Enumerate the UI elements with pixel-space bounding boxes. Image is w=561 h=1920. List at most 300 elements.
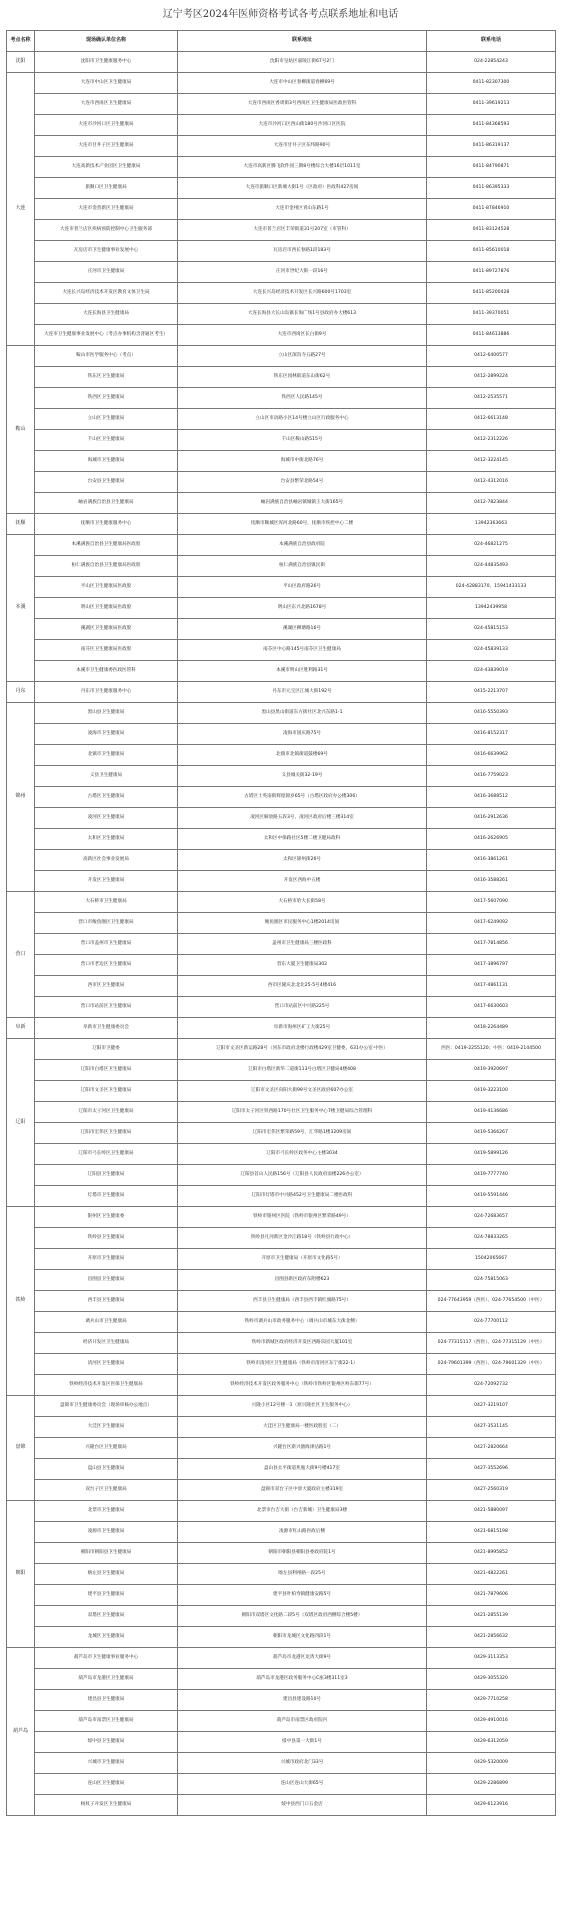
table-row bbox=[7, 1165, 556, 1186]
phone: 024-42883170、15941433133 bbox=[427, 577, 556, 598]
table-row bbox=[7, 913, 556, 934]
table-row bbox=[7, 787, 556, 808]
phone: 0416-6639962 bbox=[427, 745, 556, 766]
address: 大连市西岗区香周街3号西岗区卫生健康局医政医管科 bbox=[178, 94, 427, 115]
table-row bbox=[7, 661, 556, 682]
table-row bbox=[7, 703, 556, 724]
unit-name: 大连市中山区卫生健康局 bbox=[35, 73, 178, 94]
phone: 024-72683657 bbox=[427, 1207, 556, 1228]
unit-name: 大连高新技术产业园区卫生健康局 bbox=[35, 157, 178, 178]
phone: 0411-83124528 bbox=[427, 220, 556, 241]
unit-name: 辽阳市卫健委 bbox=[35, 1039, 178, 1060]
address: 溪湖区柳塘路16号 bbox=[178, 619, 427, 640]
address: 营东大厦卫生健康局302 bbox=[178, 955, 427, 976]
phone: 024-44835493 bbox=[427, 556, 556, 577]
table-body bbox=[7, 52, 556, 1816]
phone: 024-77643959（西医）、024-77654500（中医） bbox=[427, 1291, 556, 1312]
unit-name: 高新区社会事业发展局 bbox=[35, 850, 178, 871]
address: 本溪市明山区胜利路31号 bbox=[178, 661, 427, 682]
table-row bbox=[7, 1585, 556, 1606]
unit-name: 杨杖子开发区卫生健康局 bbox=[35, 1795, 178, 1816]
table-row bbox=[7, 472, 556, 493]
unit-name: 辽阳市白塔区卫生健康局 bbox=[35, 1060, 178, 1081]
phone: 0418-2264489 bbox=[427, 1018, 556, 1039]
unit-name: 辽阳市弓长岭区卫生健康局 bbox=[35, 1144, 178, 1165]
unit-name: 昌图县卫生健康局 bbox=[35, 1270, 178, 1291]
table-row bbox=[7, 430, 556, 451]
unit-name: 海城市卫生健康局 bbox=[35, 451, 178, 472]
address: 黑山县黑山街道东方街社区北兴东路1-1 bbox=[178, 703, 427, 724]
address: 大洼区卫生健康局一楼医政股室（二） bbox=[178, 1417, 427, 1438]
table-row bbox=[7, 283, 556, 304]
address: 辽阳市文圣区新运路28号（河东市政府北楼行政楼429室卫健委，631办公室·中医） bbox=[178, 1039, 427, 1060]
unit-name: 庄河市卫生健康局 bbox=[35, 262, 178, 283]
address: 北票市台吉大街（台吉新城）卫生健康局3楼 bbox=[178, 1501, 427, 1522]
address: 鲅鱼圈区市民服务中心1楼2014房间 bbox=[178, 913, 427, 934]
table-row bbox=[7, 1648, 556, 1669]
table-row bbox=[7, 1039, 556, 1060]
address: 建昌县建设路10号 bbox=[178, 1690, 427, 1711]
table-row bbox=[7, 52, 556, 73]
table-row bbox=[7, 829, 556, 850]
address: 大连长海县大长山岛镇长海广场1号县政府办大楼613 bbox=[178, 304, 427, 325]
address: 盘山县太平街道兆瓶大街9号楼417室 bbox=[178, 1459, 427, 1480]
address: 大连市甘井子区东纬路90号 bbox=[178, 136, 427, 157]
table-row bbox=[7, 304, 556, 325]
table-row bbox=[7, 1396, 556, 1417]
unit-name: 调兵山市卫生健康局 bbox=[35, 1312, 178, 1333]
address: 桓仁满族自治县镇民街 bbox=[178, 556, 427, 577]
address: 大连市高新区腾飞软件园三期8号楼综合大楼16层1011室 bbox=[178, 157, 427, 178]
address: 朝阳市朝阳县朝阳县委政府院1号 bbox=[178, 1543, 427, 1564]
unit-name: 旅顺口区卫生健康局 bbox=[35, 178, 178, 199]
phone: 0421-7879606 bbox=[427, 1585, 556, 1606]
address: 阜新市海州区矿工大街25号 bbox=[178, 1018, 427, 1039]
unit-name: 平山区卫生健康局医政股 bbox=[35, 577, 178, 598]
table-row bbox=[7, 997, 556, 1018]
table-row bbox=[7, 535, 556, 556]
table-row bbox=[7, 325, 556, 346]
address: 辽阳市宏伟区繁荣路59号，汇华路1楼3209房间 bbox=[178, 1123, 427, 1144]
address: 庄河市世纪大街一段16号 bbox=[178, 262, 427, 283]
table-row bbox=[7, 136, 556, 157]
unit-name: 建昌县卫生健康局 bbox=[35, 1690, 178, 1711]
phone: 0427-2820664 bbox=[427, 1438, 556, 1459]
address: 辽阳市弓长岭区政务中心主楼3034 bbox=[178, 1144, 427, 1165]
table-row bbox=[7, 1501, 556, 1522]
address: 铁岭市调兵山市政务服务中心（调兵山市城东大街北侧） bbox=[178, 1312, 427, 1333]
table-row bbox=[7, 241, 556, 262]
address: 铁岭经济技术开发区政务服务中心（铁岭市铁岭区银州区岭东街77号） bbox=[178, 1375, 427, 1396]
unit-name: 大连市普兰店区疾病预防控制中心卫生服务部 bbox=[35, 220, 178, 241]
table-row bbox=[7, 1312, 556, 1333]
unit-name: 经济开发区卫生健康局 bbox=[35, 1333, 178, 1354]
address: 开原市卫生健康局（开原市文化路5号） bbox=[178, 1249, 427, 1270]
table-row bbox=[7, 178, 556, 199]
phone: 0412-4312016 bbox=[427, 472, 556, 493]
address: 大连长兴岛经济技术开发区长兴路600号1703室 bbox=[178, 283, 427, 304]
unit-name: 沈阳市卫生健康服务中心 bbox=[35, 52, 178, 73]
table-row bbox=[7, 1753, 556, 1774]
unit-name: 瓦房店市卫生健康事业发展中心 bbox=[35, 241, 178, 262]
unit-name: 葫芦岛市龙港区卫生健康局 bbox=[35, 1669, 178, 1690]
address: 凌海市国庆路75号 bbox=[178, 724, 427, 745]
site-name: 鞍山 bbox=[7, 346, 35, 514]
phone: 0417-4861131 bbox=[427, 976, 556, 997]
unit-name: 朝阳市朝阳县卫生健康局 bbox=[35, 1543, 178, 1564]
unit-name: 辽阳县卫生健康局 bbox=[35, 1165, 178, 1186]
address: 盘锦市双台子区中原大厦政府主楼319室 bbox=[178, 1480, 427, 1501]
address: 连山区连山大街65号 bbox=[178, 1774, 427, 1795]
table-row bbox=[7, 1417, 556, 1438]
table-row bbox=[7, 1081, 556, 1102]
address: 辽阳市灯塔市中兴路452号卫生健康局二楼医政科 bbox=[178, 1186, 427, 1207]
unit-name: 凌海市卫生健康局 bbox=[35, 724, 178, 745]
phone: 0416-3861261 bbox=[427, 850, 556, 871]
unit-name: 营口市鲅鱼圈区卫生健康局 bbox=[35, 913, 178, 934]
site-name: 盘锦 bbox=[7, 1396, 35, 1501]
unit-name: 太和区卫生健康局 bbox=[35, 829, 178, 850]
address: 南芬区中心路145号南芬区卫生健康局 bbox=[178, 640, 427, 661]
unit-name: 双台子区卫生健康局 bbox=[35, 1480, 178, 1501]
unit-name: 义县卫生健康局 bbox=[35, 766, 178, 787]
unit-name: 岫岩满族自治县卫生健康局 bbox=[35, 493, 178, 514]
phone: 0415-2213707 bbox=[427, 682, 556, 703]
phone: 024-75815063 bbox=[427, 1270, 556, 1291]
table-row bbox=[7, 1291, 556, 1312]
unit-name: 盘锦市卫生健康委员会（现场审核办公地点） bbox=[35, 1396, 178, 1417]
phone: 0411-85200428 bbox=[427, 283, 556, 304]
unit-name: 银州区卫生健康委 bbox=[35, 1207, 178, 1228]
table-row bbox=[7, 1774, 556, 1795]
unit-name: 大石桥市卫生健康局 bbox=[35, 892, 178, 913]
site-name: 锦州 bbox=[7, 703, 35, 892]
table-row bbox=[7, 1144, 556, 1165]
phone: 0412-2312226 bbox=[427, 430, 556, 451]
table-row bbox=[7, 766, 556, 787]
header-unit: 现场确认单位名称 bbox=[35, 31, 178, 52]
unit-name: 大连长兴岛经济技术开发区教育文体卫生局 bbox=[35, 283, 178, 304]
address: 千山区鞍山路515号 bbox=[178, 430, 427, 451]
table-row bbox=[7, 157, 556, 178]
table-row bbox=[7, 1270, 556, 1291]
table-row bbox=[7, 640, 556, 661]
table-row bbox=[7, 1564, 556, 1585]
table-row bbox=[7, 1543, 556, 1564]
phone: 0416-7759023 bbox=[427, 766, 556, 787]
table-row bbox=[7, 682, 556, 703]
phone: 西医：0419-2255120；中医：0419-2144500 bbox=[427, 1039, 556, 1060]
phone: 0419-3920697 bbox=[427, 1060, 556, 1081]
phone: 0421-2856632 bbox=[427, 1627, 556, 1648]
table-row bbox=[7, 94, 556, 115]
unit-name: 葫芦岛市卫生健康事业服务中心 bbox=[35, 1648, 178, 1669]
address: 朝阳市双塔区文化路二段5号（双塔区政府西侧综合楼5楼） bbox=[178, 1606, 427, 1627]
table-row bbox=[7, 1207, 556, 1228]
phone: 024-77315117（西医）、024-77315129（中医） bbox=[427, 1333, 556, 1354]
address: 岫岩满族自治县岫岩镇城镇王大街165号 bbox=[178, 493, 427, 514]
phone: 024-45839133 bbox=[427, 640, 556, 661]
address: 辽阳市白塔区新华二道街113号白塔区卫健局4楼408 bbox=[178, 1060, 427, 1081]
unit-name: 连山区卫生健康局 bbox=[35, 1774, 178, 1795]
phone: 0429-5320009 bbox=[427, 1753, 556, 1774]
unit-name: 大连市沙河口区卫生健康局 bbox=[35, 115, 178, 136]
table-row bbox=[7, 976, 556, 997]
header-site: 考点名称 bbox=[7, 31, 35, 52]
unit-name: 溪湖区卫生健康局医政股 bbox=[35, 619, 178, 640]
table-row bbox=[7, 1606, 556, 1627]
phone: 0411-86395333 bbox=[427, 178, 556, 199]
unit-name: 营口市站前区卫生健康局 bbox=[35, 997, 178, 1018]
unit-name: 明山区卫生健康局医政股 bbox=[35, 598, 178, 619]
table-row bbox=[7, 73, 556, 94]
phone: 0427-3552696 bbox=[427, 1459, 556, 1480]
address: 大连市普兰店区丰荣街道31号207室（市管科） bbox=[178, 220, 427, 241]
phone: 0419-5899126 bbox=[427, 1144, 556, 1165]
address: 营口市站前区中兴路225号 bbox=[178, 997, 427, 1018]
table-row bbox=[7, 1627, 556, 1648]
phone: 0429-4910016 bbox=[427, 1711, 556, 1732]
unit-name: 大洼区卫生健康局 bbox=[35, 1417, 178, 1438]
unit-name: 绥中县卫生健康局 bbox=[35, 1732, 178, 1753]
phone: 024-22854243 bbox=[427, 52, 556, 73]
unit-name: 北票市卫生健康局 bbox=[35, 1501, 178, 1522]
unit-name: 铁岭经济技术开发区医保卫生健康局 bbox=[35, 1375, 178, 1396]
address: 沈阳市皇姑区嘉陵江街67号2门 bbox=[178, 52, 427, 73]
table-row bbox=[7, 598, 556, 619]
table-row bbox=[7, 934, 556, 955]
unit-name: 铁岭县卫生健康局 bbox=[35, 1228, 178, 1249]
table-row bbox=[7, 556, 556, 577]
phone: 024-46821275 bbox=[427, 535, 556, 556]
table-row bbox=[7, 1711, 556, 1732]
table-row bbox=[7, 892, 556, 913]
table-header-row bbox=[7, 31, 556, 52]
address: 铁西区人民路145号 bbox=[178, 388, 427, 409]
address: 平山区政府路26号 bbox=[178, 577, 427, 598]
table-row bbox=[7, 388, 556, 409]
address: 大连市旅顺口区新城大街1号（区政府）医政科427房间 bbox=[178, 178, 427, 199]
phone: 0411-39370051 bbox=[427, 304, 556, 325]
phone: 0419-5366267 bbox=[427, 1123, 556, 1144]
address: 葫芦岛市南票区政府院内 bbox=[178, 1711, 427, 1732]
table-row bbox=[7, 1375, 556, 1396]
address: 西市区隆庆北北北25-5号4楼416 bbox=[178, 976, 427, 997]
table-row bbox=[7, 1228, 556, 1249]
phone: 0421-8995852 bbox=[427, 1543, 556, 1564]
phone: 0411-86319137 bbox=[427, 136, 556, 157]
phone: 0429-3113353 bbox=[427, 1648, 556, 1669]
phone: 0427-2560319 bbox=[427, 1480, 556, 1501]
unit-name: 开发区卫生健康局 bbox=[35, 871, 178, 892]
phone: 0416-2912636 bbox=[427, 808, 556, 829]
phone: 0412-2899224 bbox=[427, 367, 556, 388]
unit-name: 台安县卫生健康局 bbox=[35, 472, 178, 493]
table-row bbox=[7, 220, 556, 241]
unit-name: 西市区卫生健康局 bbox=[35, 976, 178, 997]
table-row bbox=[7, 577, 556, 598]
address: 立山区深沟寺五路27号 bbox=[178, 346, 427, 367]
phone: 0429-6123916 bbox=[427, 1795, 556, 1816]
unit-name: 千山区卫生健康局 bbox=[35, 430, 178, 451]
address: 太和区中保路社区5楼二楼卫健局政科 bbox=[178, 829, 427, 850]
unit-name: 南芬区卫生健康局医政股 bbox=[35, 640, 178, 661]
unit-name: 辽阳市文圣区卫生健康局 bbox=[35, 1081, 178, 1102]
phone: 0427-3219107 bbox=[427, 1396, 556, 1417]
address: 本溪满族自治县政府院 bbox=[178, 535, 427, 556]
address: 瓦房店市西长春路1段183号 bbox=[178, 241, 427, 262]
phone: 13942439958 bbox=[427, 598, 556, 619]
phone: 0411-85610018 bbox=[427, 241, 556, 262]
site-name: 葫芦岛 bbox=[7, 1648, 35, 1816]
phone: 024-79601399（西医）、024-79601329（中医） bbox=[427, 1354, 556, 1375]
header-address: 联系地址 bbox=[178, 31, 427, 52]
phone: 0429-2286899 bbox=[427, 1774, 556, 1795]
table-row bbox=[7, 1186, 556, 1207]
phone: 0417-7814856 bbox=[427, 934, 556, 955]
address: 建平县叶柏寿镇健康安路5号 bbox=[178, 1585, 427, 1606]
table-row bbox=[7, 1123, 556, 1144]
table-row bbox=[7, 1480, 556, 1501]
unit-name: 凌河区卫生健康局 bbox=[35, 808, 178, 829]
address: 丹东市元宝区江城大街192号 bbox=[178, 682, 427, 703]
table-row bbox=[7, 1459, 556, 1480]
unit-name: 抚顺市卫生健康服务中心 bbox=[35, 514, 178, 535]
phone: 0421-5880097 bbox=[427, 1501, 556, 1522]
address: 辽阳市太子河区铁西路170号社区卫生服务中心7楼卫健局综合管理科 bbox=[178, 1102, 427, 1123]
address: 喀左县利州路一段25号 bbox=[178, 1564, 427, 1585]
unit-name: 清河区卫生健康局 bbox=[35, 1354, 178, 1375]
phone: 024-43839019 bbox=[427, 661, 556, 682]
address: 辽阳市文圣区向阳大街99号文圣区政府607办公室 bbox=[178, 1081, 427, 1102]
address: 大连市西岗区长白街9号 bbox=[178, 325, 427, 346]
table-row bbox=[7, 1333, 556, 1354]
unit-name: 龙城区卫生健康局 bbox=[35, 1627, 178, 1648]
address: 兴隆台区新兴渤海津沽路1号 bbox=[178, 1438, 427, 1459]
address: 盖州市卫生健康局三楼医政科 bbox=[178, 934, 427, 955]
address: 兴城市政府北门33号 bbox=[178, 1753, 427, 1774]
page-title: 辽宁考区2024年医师资格考试各考点联系地址和电话 bbox=[162, 9, 399, 20]
address: 朝阳市龙城区文化路四段1号 bbox=[178, 1627, 427, 1648]
table-row bbox=[7, 409, 556, 430]
table-row bbox=[7, 619, 556, 640]
address: 铁岭市银州区医院（铁岭市银州区繁荣路49号） bbox=[178, 1207, 427, 1228]
address: 绥中县西门口五金店 bbox=[178, 1795, 427, 1816]
site-name: 阜新 bbox=[7, 1018, 35, 1039]
table-row bbox=[7, 1690, 556, 1711]
table-row bbox=[7, 808, 556, 829]
table-row bbox=[7, 1732, 556, 1753]
phone: 0411-84790871 bbox=[427, 157, 556, 178]
address: 古塔区士英南街辉煌锦岁65号（古塔区政府办公楼306） bbox=[178, 787, 427, 808]
unit-name: 建平县卫生健康局 bbox=[35, 1585, 178, 1606]
table-row bbox=[7, 1669, 556, 1690]
address: 大连市沙河口区西山街180号沙河口区医院 bbox=[178, 115, 427, 136]
table-row bbox=[7, 1018, 556, 1039]
phone: 0412-3224145 bbox=[427, 451, 556, 472]
phone: 0429-6312059 bbox=[427, 1732, 556, 1753]
table-row bbox=[7, 955, 556, 976]
header-phone: 联系电话 bbox=[427, 31, 556, 52]
table-row bbox=[7, 745, 556, 766]
unit-name: 大连市甘井子区卫生健康局 bbox=[35, 136, 178, 157]
phone: 0429-7710258 bbox=[427, 1690, 556, 1711]
site-name: 铁岭 bbox=[7, 1207, 35, 1396]
phone: 0416-2626905 bbox=[427, 829, 556, 850]
phone: 024-45815153 bbox=[427, 619, 556, 640]
site-name: 沈阳 bbox=[7, 52, 35, 73]
table-row bbox=[7, 346, 556, 367]
unit-name: 大连市西岗区卫生健康局 bbox=[35, 94, 178, 115]
unit-name: 铁西区卫生健康局 bbox=[35, 388, 178, 409]
phone: 0411-39619213 bbox=[427, 94, 556, 115]
table-row bbox=[7, 850, 556, 871]
table-row bbox=[7, 871, 556, 892]
address: 太和区锦州街26号 bbox=[178, 850, 427, 871]
table-row bbox=[7, 1795, 556, 1816]
phone: 0427-3531145 bbox=[427, 1417, 556, 1438]
unit-name: 大连市卫生健康事业发展中心（考点办事机构含普通区考生） bbox=[35, 325, 178, 346]
address: 凌河区解放路五段3号，凌河区政府后楼三楼314室 bbox=[178, 808, 427, 829]
phone: 0412-7823844 bbox=[427, 493, 556, 514]
phone: 024-78833265 bbox=[427, 1228, 556, 1249]
unit-name: 立山区卫生健康局 bbox=[35, 409, 178, 430]
address: 铁东区园林街道东山街62号 bbox=[178, 367, 427, 388]
address: 葫芦岛市龙港区龙湾大街9号 bbox=[178, 1648, 427, 1669]
phone: 0421-4822261 bbox=[427, 1564, 556, 1585]
phone: 0421-6815198 bbox=[427, 1522, 556, 1543]
site-name: 营口 bbox=[7, 892, 35, 1018]
address: 铁岭市清河区卫生健康局（铁岭市清河区东宁街22-1） bbox=[178, 1354, 427, 1375]
phone: 0411-82307300 bbox=[427, 73, 556, 94]
address: 开发区西海中五楼 bbox=[178, 871, 427, 892]
phone: 0417-6630603 bbox=[427, 997, 556, 1018]
address: 葫芦岛市龙港区政务服务中心C座3楼311室3 bbox=[178, 1669, 427, 1690]
table-row bbox=[7, 199, 556, 220]
table-row bbox=[7, 493, 556, 514]
phone: 0412-6613148 bbox=[427, 409, 556, 430]
unit-name: 桓仁满族自治县卫生健康局医政股 bbox=[35, 556, 178, 577]
address: 大连市中山区春柳街道春柳69号 bbox=[178, 73, 427, 94]
phone: 0416-3588261 bbox=[427, 871, 556, 892]
address: 台安县繁荣北路54号 bbox=[178, 472, 427, 493]
phone: 0412-6400577 bbox=[427, 346, 556, 367]
address: 大石桥市哈大长街58号 bbox=[178, 892, 427, 913]
phone: 0411-87846910 bbox=[427, 199, 556, 220]
unit-name: 辽阳市太子河区卫生健康局 bbox=[35, 1102, 178, 1123]
address: 西丰县卫生健康局（西丰县西丰镇红旗路75号） bbox=[178, 1291, 427, 1312]
phone: 0416-3688512 bbox=[427, 787, 556, 808]
unit-name: 黑山县卫生健康局 bbox=[35, 703, 178, 724]
unit-name: 双塔区卫生健康局 bbox=[35, 1606, 178, 1627]
address: 海城市中街北路76号 bbox=[178, 451, 427, 472]
site-name: 丹东 bbox=[7, 682, 35, 703]
site-name: 抚顺 bbox=[7, 514, 35, 535]
unit-name: 喀左县卫生健康局 bbox=[35, 1564, 178, 1585]
phone: 0419-7777740 bbox=[427, 1165, 556, 1186]
table-row bbox=[7, 1060, 556, 1081]
table-row bbox=[7, 451, 556, 472]
table-row bbox=[7, 367, 556, 388]
phone: 0417-3896797 bbox=[427, 955, 556, 976]
phone: 15042065667 bbox=[427, 1249, 556, 1270]
site-name: 本溪 bbox=[7, 535, 35, 682]
address: 昌图县新区政府东附楼623 bbox=[178, 1270, 427, 1291]
unit-name: 辽阳市宏伟区卫生健康局 bbox=[35, 1123, 178, 1144]
unit-name: 丹东市卫生健康服务中心 bbox=[35, 682, 178, 703]
unit-name: 古塔区卫生健康局 bbox=[35, 787, 178, 808]
phone: 0417-6249092 bbox=[427, 913, 556, 934]
